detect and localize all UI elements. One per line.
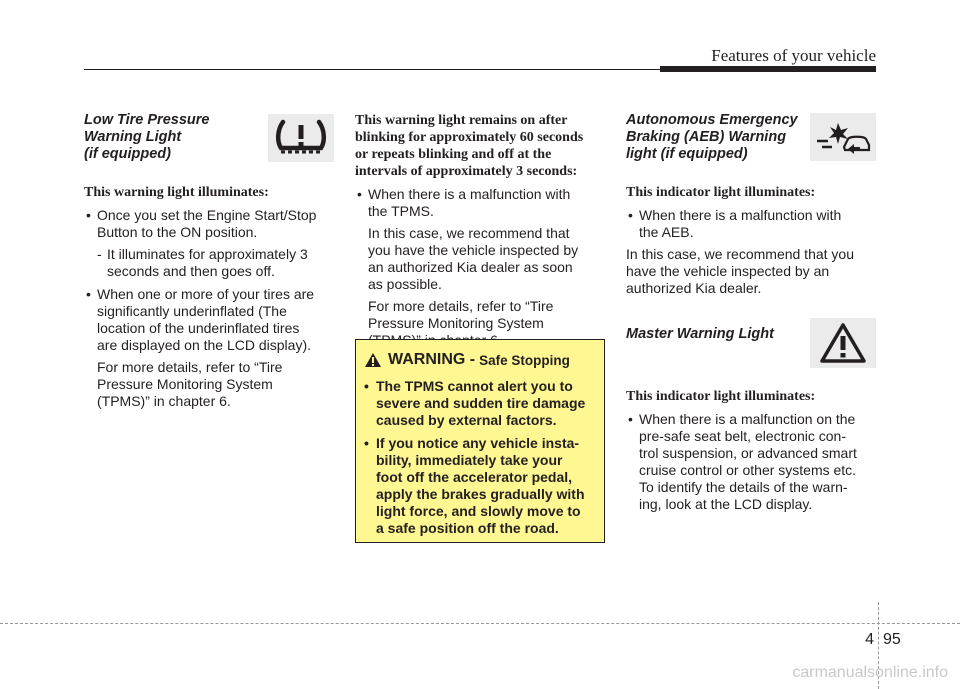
list-item: • The TPMS cannot alert you to severe and sudden tire damage caused by external factors. bbox=[364, 378, 586, 428]
master-warning-icon bbox=[810, 318, 876, 368]
paragraph: In this case, we recommend that you have the vehicle inspected by an authorized Kia dealer. bbox=[626, 246, 854, 296]
watermark: carmanualsonline.info bbox=[792, 664, 948, 681]
sub-list-item: - It illuminates for approximately 3 seconds and then goes off. bbox=[97, 246, 308, 279]
warning-subtitle: Safe Stopping bbox=[479, 352, 570, 368]
list-item: • When there is a malfunction on the pre-safe seat belt, electronic con- trol suspension, or advanced smart cruise control or other systems etc. To identify the details of the warn- ing, look at the LCD display. bbox=[628, 411, 857, 512]
section-lead: This indicator light illuminates: bbox=[626, 389, 816, 404]
header-rule bbox=[84, 69, 662, 70]
reference-note: For more details, refer to “Tire Pressure Monitoring System bbox=[368, 298, 554, 331]
paragraph: In this case, we recommend that you have the vehicle inspected by an authorized Kia dealer as soon as possible. bbox=[368, 225, 579, 292]
section-aeb-warning bbox=[626, 112, 878, 513]
section-lead: This warning light illuminates: bbox=[84, 185, 269, 200]
list-item: • When there is a malfunction with the TPMS. bbox=[357, 186, 571, 219]
chapter-number: 4 bbox=[865, 631, 874, 648]
section-tpms-malfunction bbox=[355, 112, 605, 349]
running-header: Features of your vehicle bbox=[711, 46, 876, 65]
header-bar bbox=[660, 66, 876, 72]
list-item: • When there is a malfunction with the AEB. bbox=[628, 207, 842, 240]
warning-header bbox=[356, 350, 604, 370]
master-warning-title: Master Warning Light bbox=[626, 326, 774, 342]
footer-rule bbox=[0, 623, 960, 624]
list-item: • Once you set the Engine Start/Stop Button to the ON position. bbox=[86, 207, 317, 240]
section-title: Low Tire Pressure Warning Light (if equipped) bbox=[84, 112, 210, 162]
aeb-warning-icon bbox=[810, 113, 876, 161]
section-lead: This indicator light illuminates: bbox=[626, 185, 816, 200]
warning-box bbox=[355, 339, 605, 543]
tire-pressure-icon bbox=[268, 114, 334, 162]
page-number: 95 bbox=[883, 631, 901, 648]
section-title: Autonomous Emergency Braking (AEB) Warning light (if equipped) bbox=[626, 112, 798, 162]
list-item: • If you notice any vehicle insta- bility, immediately take your foot off the accelerator pedal, apply the brakes gradually with light force, and slowly move to a safe position off the road. bbox=[364, 435, 585, 536]
list-item: • When one or more of your tires are significantly underinflated (The location of the underinflated tires are displayed on the LCD display). bbox=[86, 286, 315, 353]
section-lead: This warning light remains on after blinking for approximately 60 seconds or repeats blinking and off at the intervals of approximately 3 seconds: bbox=[355, 113, 584, 179]
warning-word: WARNING - bbox=[388, 351, 476, 368]
warning-triangle-icon bbox=[364, 352, 382, 368]
reference-note: For more details, refer to “Tire Pressure Monitoring System (TPMS)” in chapter 6. bbox=[97, 359, 283, 409]
